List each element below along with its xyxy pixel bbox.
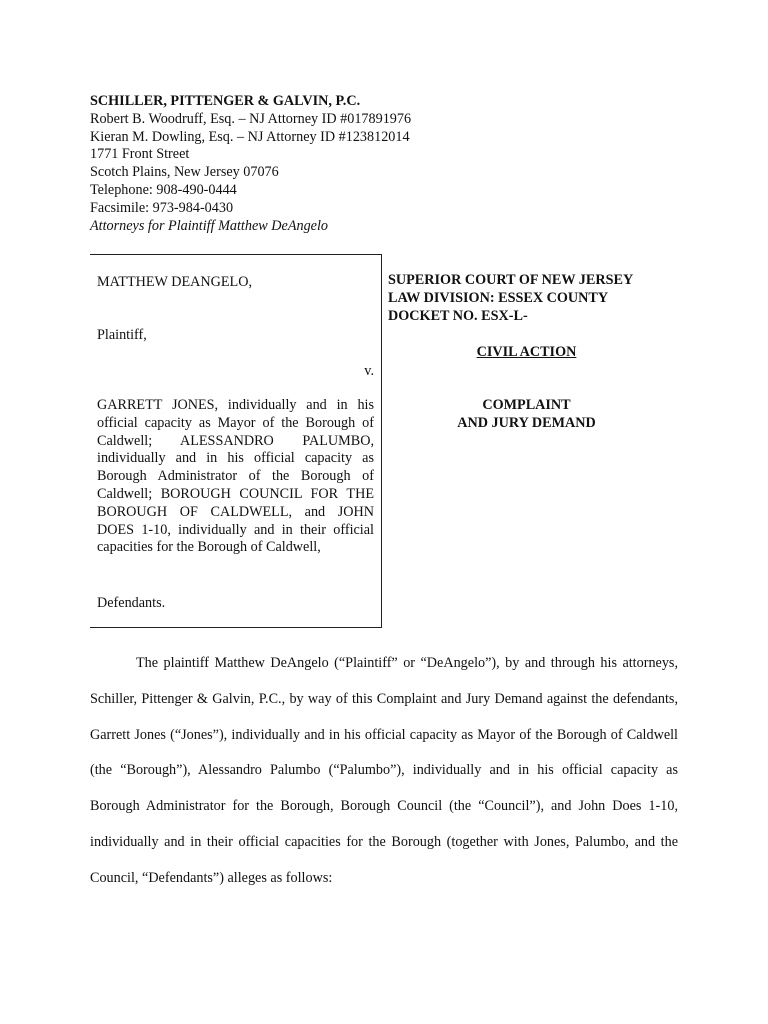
street-address: 1771 Front Street xyxy=(90,146,190,163)
case-caption-box xyxy=(90,254,382,628)
docket-number: DOCKET NO. ESX-L- xyxy=(388,307,528,324)
plaintiff-name: MATTHEW DEANGELO, xyxy=(97,274,252,290)
document-title-line-1: COMPLAINT xyxy=(482,397,571,413)
attorneys-for: Attorneys for Plaintiff Matthew DeAngelo xyxy=(90,217,329,234)
civil-action-label: CIVIL ACTION xyxy=(476,344,577,360)
city-state-zip: Scotch Plains, New Jersey 07076 xyxy=(90,164,279,181)
telephone: Telephone: 908-490-0444 xyxy=(90,181,237,198)
firm-name: SCHILLER, PITTENGER & GALVIN, P.C. xyxy=(90,93,361,109)
court-name: SUPERIOR COURT OF NEW JERSEY xyxy=(388,272,634,288)
attorney-line-2: Kieran M. Dowling, Esq. – NJ Attorney ID #123812014 xyxy=(90,128,410,145)
attorney-line-1: Robert B. Woodruff, Esq. – NJ Attorney ID #017891976 xyxy=(90,110,412,127)
document-title xyxy=(388,397,665,433)
civil-action-heading xyxy=(388,344,665,362)
facsimile: Facsimile: 973-984-0430 xyxy=(90,199,234,216)
document-title-line-2: AND JURY DEMAND xyxy=(457,414,596,431)
plaintiff-label: Plaintiff, xyxy=(97,327,147,343)
versus: v. xyxy=(364,363,374,379)
attorney-header xyxy=(90,93,411,235)
defendants-description: GARRETT JONES, individually and in his official capacity as Mayor of the Borough of Caldwell; ALESSANDRO PALUMBO, individually and in his official capacity as Borough Administrator of the Borough of Caldwell; BOROUGH COUNCIL FOR THE BOROUGH OF CALDWELL, and JOHN DOES 1-10, individually and in their official capacities for the Borough of Caldwell, xyxy=(97,397,374,556)
intro-paragraph: The plaintiff Matthew DeAngelo (“Plaintiff” or “DeAngelo”), by and through his attorneys, Schiller, Pittenger & Galvin, P.C., by way of this Complaint and Jury Demand against the defendants, Garrett Jones (“Jones”), individually and in his official capacity as Mayor of the Borough of Caldwell (the “Borough”), Alessandro Palumbo (“Palumbo”), individually and in his official capacity as Borough Administrator for the Borough, Borough Council (the “Council”), and John Does 1-10, individually and in their official capacities for the Borough (together with Jones, Palumbo, and the Council, “Defendants”) alleges as follows: xyxy=(90,655,678,886)
court-division: LAW DIVISION: ESSEX COUNTY xyxy=(388,289,609,306)
defendants-label: Defendants. xyxy=(97,595,166,611)
court-info xyxy=(388,272,633,325)
